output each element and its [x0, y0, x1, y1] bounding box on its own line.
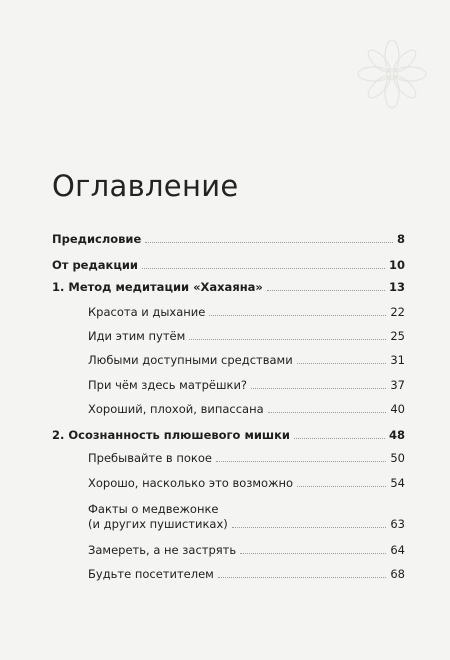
- toc-entry[interactable]: [88, 543, 405, 558]
- toc-title: Оглавление: [52, 169, 239, 204]
- toc-entry-page: 22: [390, 305, 405, 319]
- dot-leader: [232, 527, 387, 528]
- toc-entry-title: От редакции: [52, 258, 138, 272]
- toc-entry-page: 13: [388, 280, 405, 294]
- toc-entry[interactable]: [88, 329, 405, 344]
- dot-leader: [297, 363, 387, 364]
- toc-entry[interactable]: [88, 353, 405, 368]
- toc-entry-page: 64: [390, 543, 405, 557]
- toc-entry[interactable]: [88, 305, 405, 320]
- toc-entry-page: 8: [396, 232, 405, 246]
- toc-entry-page: 31: [390, 353, 405, 367]
- toc-entry[interactable]: [52, 428, 405, 443]
- toc-entry-page: 68: [390, 567, 405, 581]
- dot-leader: [268, 412, 387, 413]
- toc-entry[interactable]: [52, 258, 405, 273]
- toc-entry-page: 40: [390, 402, 405, 416]
- toc-entry-page: 50: [390, 451, 405, 465]
- toc-entry[interactable]: [88, 378, 405, 393]
- dot-leader: [189, 339, 386, 340]
- toc-entry[interactable]: [52, 232, 405, 247]
- toc-entry-page: 48: [388, 428, 405, 442]
- toc-entry-page: 63: [390, 517, 405, 531]
- toc-entry-title: Хороший, плохой, випассана: [88, 402, 264, 416]
- toc-entry-title: Замереть, а не застрять: [88, 543, 237, 557]
- toc-entry-title: 2. Осознанность плюшевого мишки: [52, 428, 290, 442]
- dot-leader: [142, 268, 385, 269]
- dot-leader: [209, 315, 386, 316]
- toc-entry-title: Факты о медвежонке (и других пушистиках): [88, 502, 228, 531]
- toc-entry-title: 1. Метод медитации «Хахаяна»: [52, 280, 263, 294]
- toc-entry-title: При чём здесь матрёшки?: [88, 378, 248, 392]
- toc-entry-title: Предисловие: [52, 232, 142, 246]
- toc-entry[interactable]: [88, 451, 405, 466]
- toc-entry-page: 25: [390, 329, 405, 343]
- dot-leader: [216, 461, 386, 462]
- toc-entry[interactable]: [88, 402, 405, 417]
- toc-entry-page: 37: [390, 378, 405, 392]
- toc-entry-title: Будьте посетителем: [88, 567, 214, 581]
- flower-ornament-icon: [352, 34, 432, 114]
- toc-entry-title: Красота и дыхание: [88, 305, 206, 319]
- toc-entry[interactable]: [88, 502, 405, 532]
- toc-entry[interactable]: [88, 567, 405, 582]
- dot-leader: [145, 242, 393, 243]
- toc-entry-page: 10: [388, 258, 405, 272]
- toc-entry-title: Иди этим путём: [88, 329, 186, 343]
- dot-leader: [294, 438, 385, 439]
- dot-leader: [251, 388, 386, 389]
- toc-entry-title: Пребывайте в покое: [88, 451, 212, 465]
- toc-entry-title: Любыми доступными средствами: [88, 353, 293, 367]
- dot-leader: [297, 486, 386, 487]
- toc-entry[interactable]: [52, 280, 405, 295]
- dot-leader: [218, 577, 387, 578]
- toc-entry-page: 54: [390, 476, 405, 490]
- dot-leader: [240, 553, 386, 554]
- toc-entry-title: Хорошо, насколько это возможно: [88, 476, 294, 490]
- toc-entry[interactable]: [88, 476, 405, 491]
- dot-leader: [267, 290, 385, 291]
